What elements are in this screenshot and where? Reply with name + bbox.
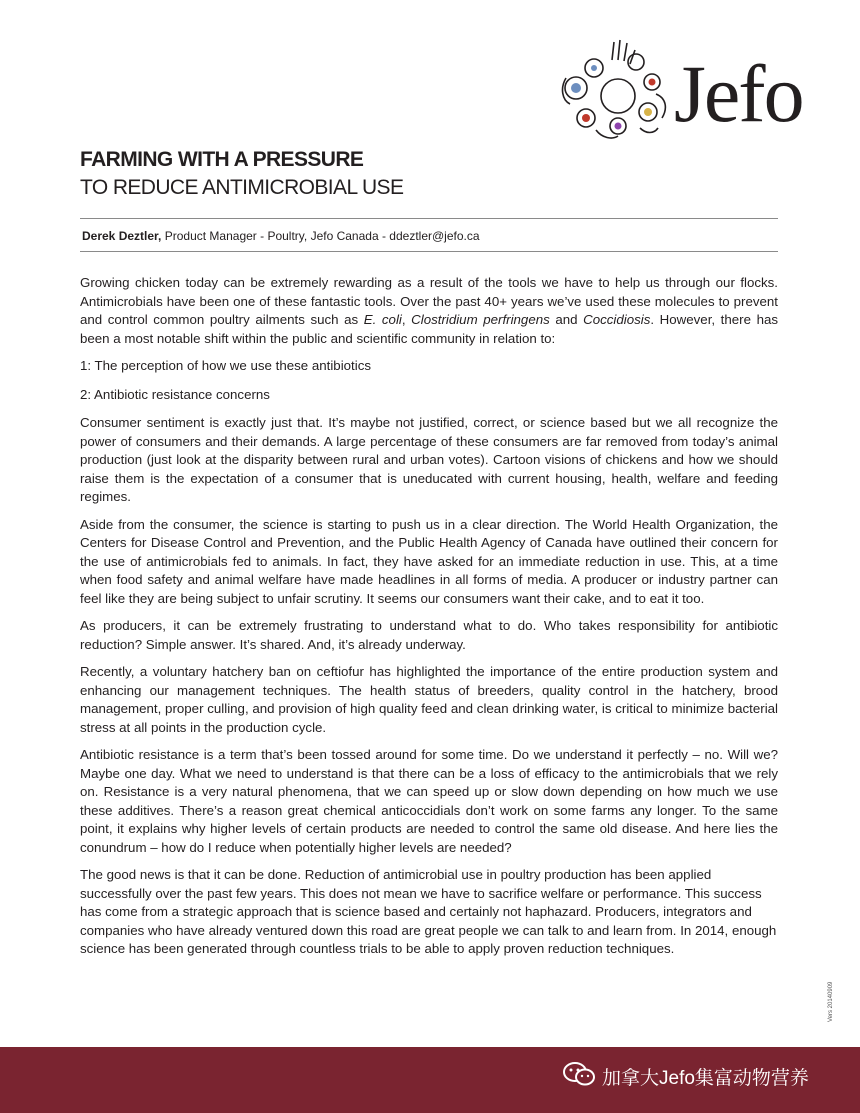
- author-line: [82, 229, 480, 243]
- title-line-1: FARMING WITH A PRESSURE: [80, 148, 364, 171]
- intro-separator: ,: [401, 312, 412, 327]
- version-tag: Vers 20140909: [828, 981, 834, 1022]
- paragraph-science: Aside from the consumer, the science is starting to push us in a clear direction. The World Health Organization, the Centers for Disease Control and Prevention, and the Public Health Agency of Canada have outlined their concern for the use of antimicrobials fed to animals. In fact, they have asked for an immediate reduction in use. This, at a time when food safety and animal welfare have made headlines in all forms of media. A producer or industry partner can feel like they are being subject to unfair scrutiny. It seems our consumers want their cake, and to eat it too.: [80, 516, 778, 606]
- intro-text-end: . However, there has been a most notable shift within the public and scientific community in relation to:: [80, 312, 779, 346]
- author-email[interactable]: ddeztler@jefo.ca: [389, 229, 480, 243]
- author-name: Derek Deztler,: [82, 229, 162, 243]
- term-clostridium: Clostridium perfringens: [411, 312, 550, 327]
- term-e-coli: E. coli: [363, 312, 402, 327]
- divider-top: [80, 218, 778, 219]
- paragraph-producers: As producers, it can be extremely frustrating to understand what to do. Who takes responsibility for antibiotic reduction? Simple answer. It’s shared. And, it’s already underway.: [80, 618, 778, 652]
- jefo-logo: [556, 38, 816, 142]
- paragraph-resistance: Antibiotic resistance is a term that’s been tossed around for some time. Do we understand it perfectly – no. Will we? Maybe one day. What we need to understand is that there can be a loss of efficacy to the antimicrobials that we rely on. Resistance is a very natural phenomena, that we can speed up or slow down depending on how much we use these additives. There’s a reason great chemical anticoccidials don’t work on some farms any longer. To the same point, it explains why higher levels of certain products are needed to control the same old disease. And here lies the conundrum – how do I reduce when potentially higher levels are needed?: [80, 747, 778, 855]
- paragraph-hatchery: Recently, a voluntary hatchery ban on ceftiofur has highlighted the importance of the entire production system and enhancing our management techniques. The health status of breeders, quality control in the hatchery, brood management, proper culling, and provision of high quality feed and clean drinking water, is critical to minimize bacterial stress at all points in the production cycle.: [80, 664, 778, 735]
- intro-text: Growing chicken today can be extremely rewarding as a result of the tools we have to help us through our flocks. Antimicrobials have been one of these fantastic tools. Over the past 40+ years we’ve used these molecules to prevent and control common poultry ailments such as: [80, 275, 778, 327]
- author-details: Product Manager - Poultry, Jefo Canada -: [164, 229, 390, 243]
- article-body: [80, 274, 778, 968]
- term-coccidiosis: Coccidiosis: [583, 312, 651, 327]
- paragraph-good-news: The good news is that it can be done. Reduction of antimicrobial use in poultry production has been applied successfully over the past few years. This does not mean we have to sacrifice welfare or performance. This success has come from a strategic approach that is science based and certainly not haphazard. Producers, integrators and companies who have already ventured down this road are great people we can talk to and learn from. In 2014, enough science has been generated through countless trials to be able to apply proven reduction techniques.: [80, 867, 777, 956]
- paragraph-consumer: Consumer sentiment is exactly just that. It’s maybe not justified, correct, or science based but we all recognize the power of consumers and their demands. A large percentage of these consumers are far removed from today’s animal production (just look at the disparity between rural and urban votes). Cartoon visions of chickens and how we should raise them is the expectation of a consumer that is uneducated with current housing, health, welfare and feeding regimes.: [80, 415, 778, 504]
- list-item-perception: 1: The perception of how we use these antibiotics: [80, 358, 371, 373]
- paragraph-intro: [80, 274, 778, 348]
- logo-emblem-icon: [556, 38, 674, 142]
- list-item-resistance: 2: Antibiotic resistance concerns: [80, 386, 270, 402]
- title-line-2: TO REDUCE ANTIMICROBIAL USE: [80, 176, 404, 199]
- wechat-icon: [560, 1060, 600, 1088]
- intro-separator: and: [549, 312, 584, 327]
- divider-bottom: [80, 251, 778, 252]
- footer-account-name: 加拿大Jefo集富动物营养: [602, 1068, 809, 1089]
- logo-wordmark: Jefo: [674, 48, 803, 139]
